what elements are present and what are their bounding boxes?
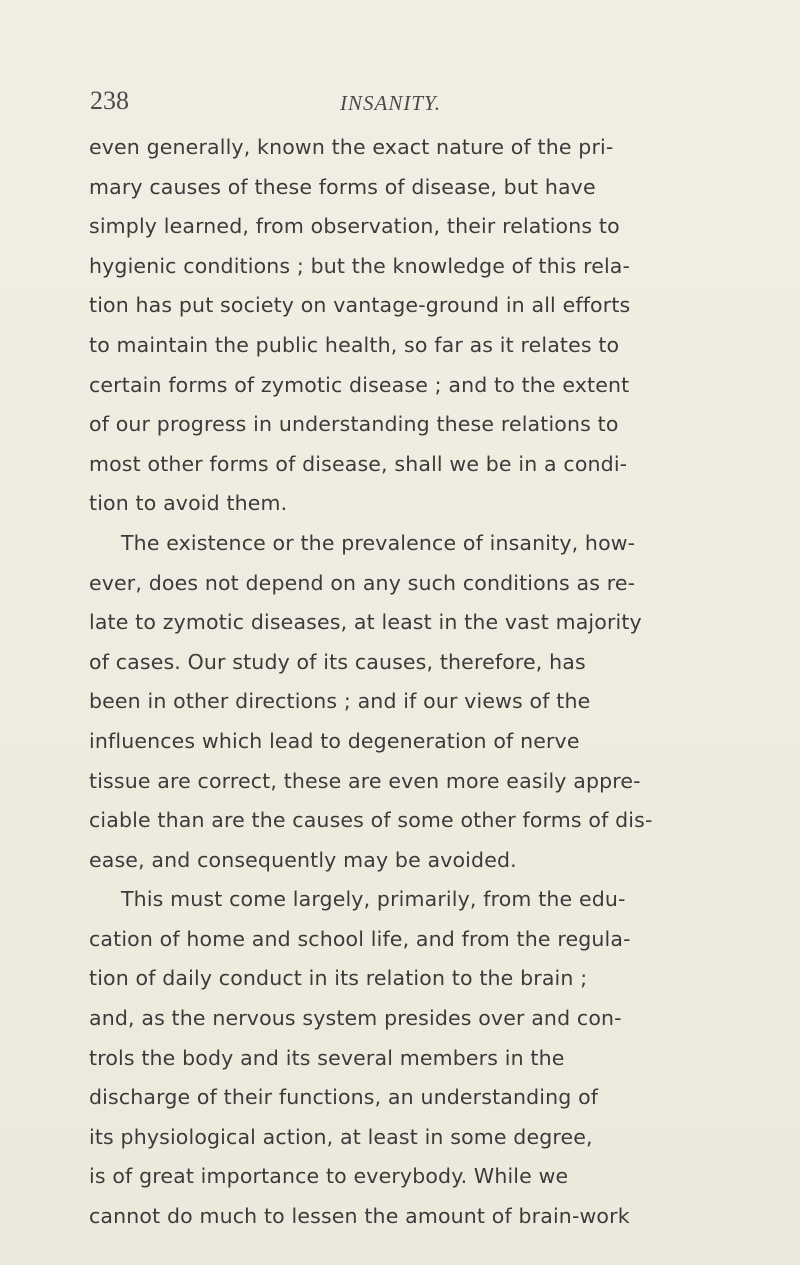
text-line: of cases. Our study of its causes, therefore, has xyxy=(89,649,586,674)
text-line: to maintain the public health, so far as it relates to xyxy=(89,332,620,357)
text-line: discharge of their functions, an understanding of xyxy=(89,1085,599,1110)
text-line: ever, does not depend on any such conditions as re- xyxy=(89,570,636,595)
text-line: mary causes of these forms of disease, but have xyxy=(89,174,596,199)
text-line: tion to avoid them. xyxy=(89,491,288,516)
text-line: most other forms of disease, shall we be in a condi- xyxy=(89,451,628,476)
text-line: late to zymotic diseases, at least in the vast majority xyxy=(89,610,642,635)
text-line: is of great importance to everybody. While we xyxy=(89,1164,569,1189)
text-line: certain forms of zymotic disease ; and to the extent xyxy=(89,372,630,397)
text-line: hygienic conditions ; but the knowledge of this rela- xyxy=(89,253,631,278)
text-line: and, as the nervous system presides over and con- xyxy=(89,1006,622,1031)
text-line: been in other directions ; and if our views of the xyxy=(89,689,591,714)
text-line: simply learned, from observation, their relations to xyxy=(89,214,620,239)
page-number: 238 xyxy=(90,86,129,115)
paragraph-first-line: This must come largely, primarily, from the edu- xyxy=(121,887,626,912)
text-line: ciable than are the causes of some other forms of dis- xyxy=(89,808,653,833)
running-head xyxy=(90,86,710,126)
text-line: tion of daily conduct in its relation to the brain ; xyxy=(89,966,588,991)
text-line: of our progress in understanding these relations to xyxy=(89,412,619,437)
text-line: even generally, known the exact nature of the pri- xyxy=(89,135,614,159)
text-line: trols the body and its several members in the xyxy=(89,1045,565,1070)
running-title: INSANITY. xyxy=(340,91,442,115)
text-line: its physiological action, at least in some degree, xyxy=(89,1124,593,1149)
text-line: cannot do much to lessen the amount of brain-work xyxy=(89,1204,630,1229)
text-line: ease, and consequently may be avoided. xyxy=(89,847,517,872)
text-line: cation of home and school life, and from the regula- xyxy=(89,926,631,951)
text-line: tion has put society on vantage-ground in all efforts xyxy=(89,293,631,318)
text-body xyxy=(89,128,719,1237)
text-line: tissue are correct, these are even more easily appre- xyxy=(89,768,641,793)
text-line: influences which lead to degeneration of nerve xyxy=(89,728,580,753)
paragraph-first-line: The existence or the prevalence of insanity, how- xyxy=(121,530,636,555)
